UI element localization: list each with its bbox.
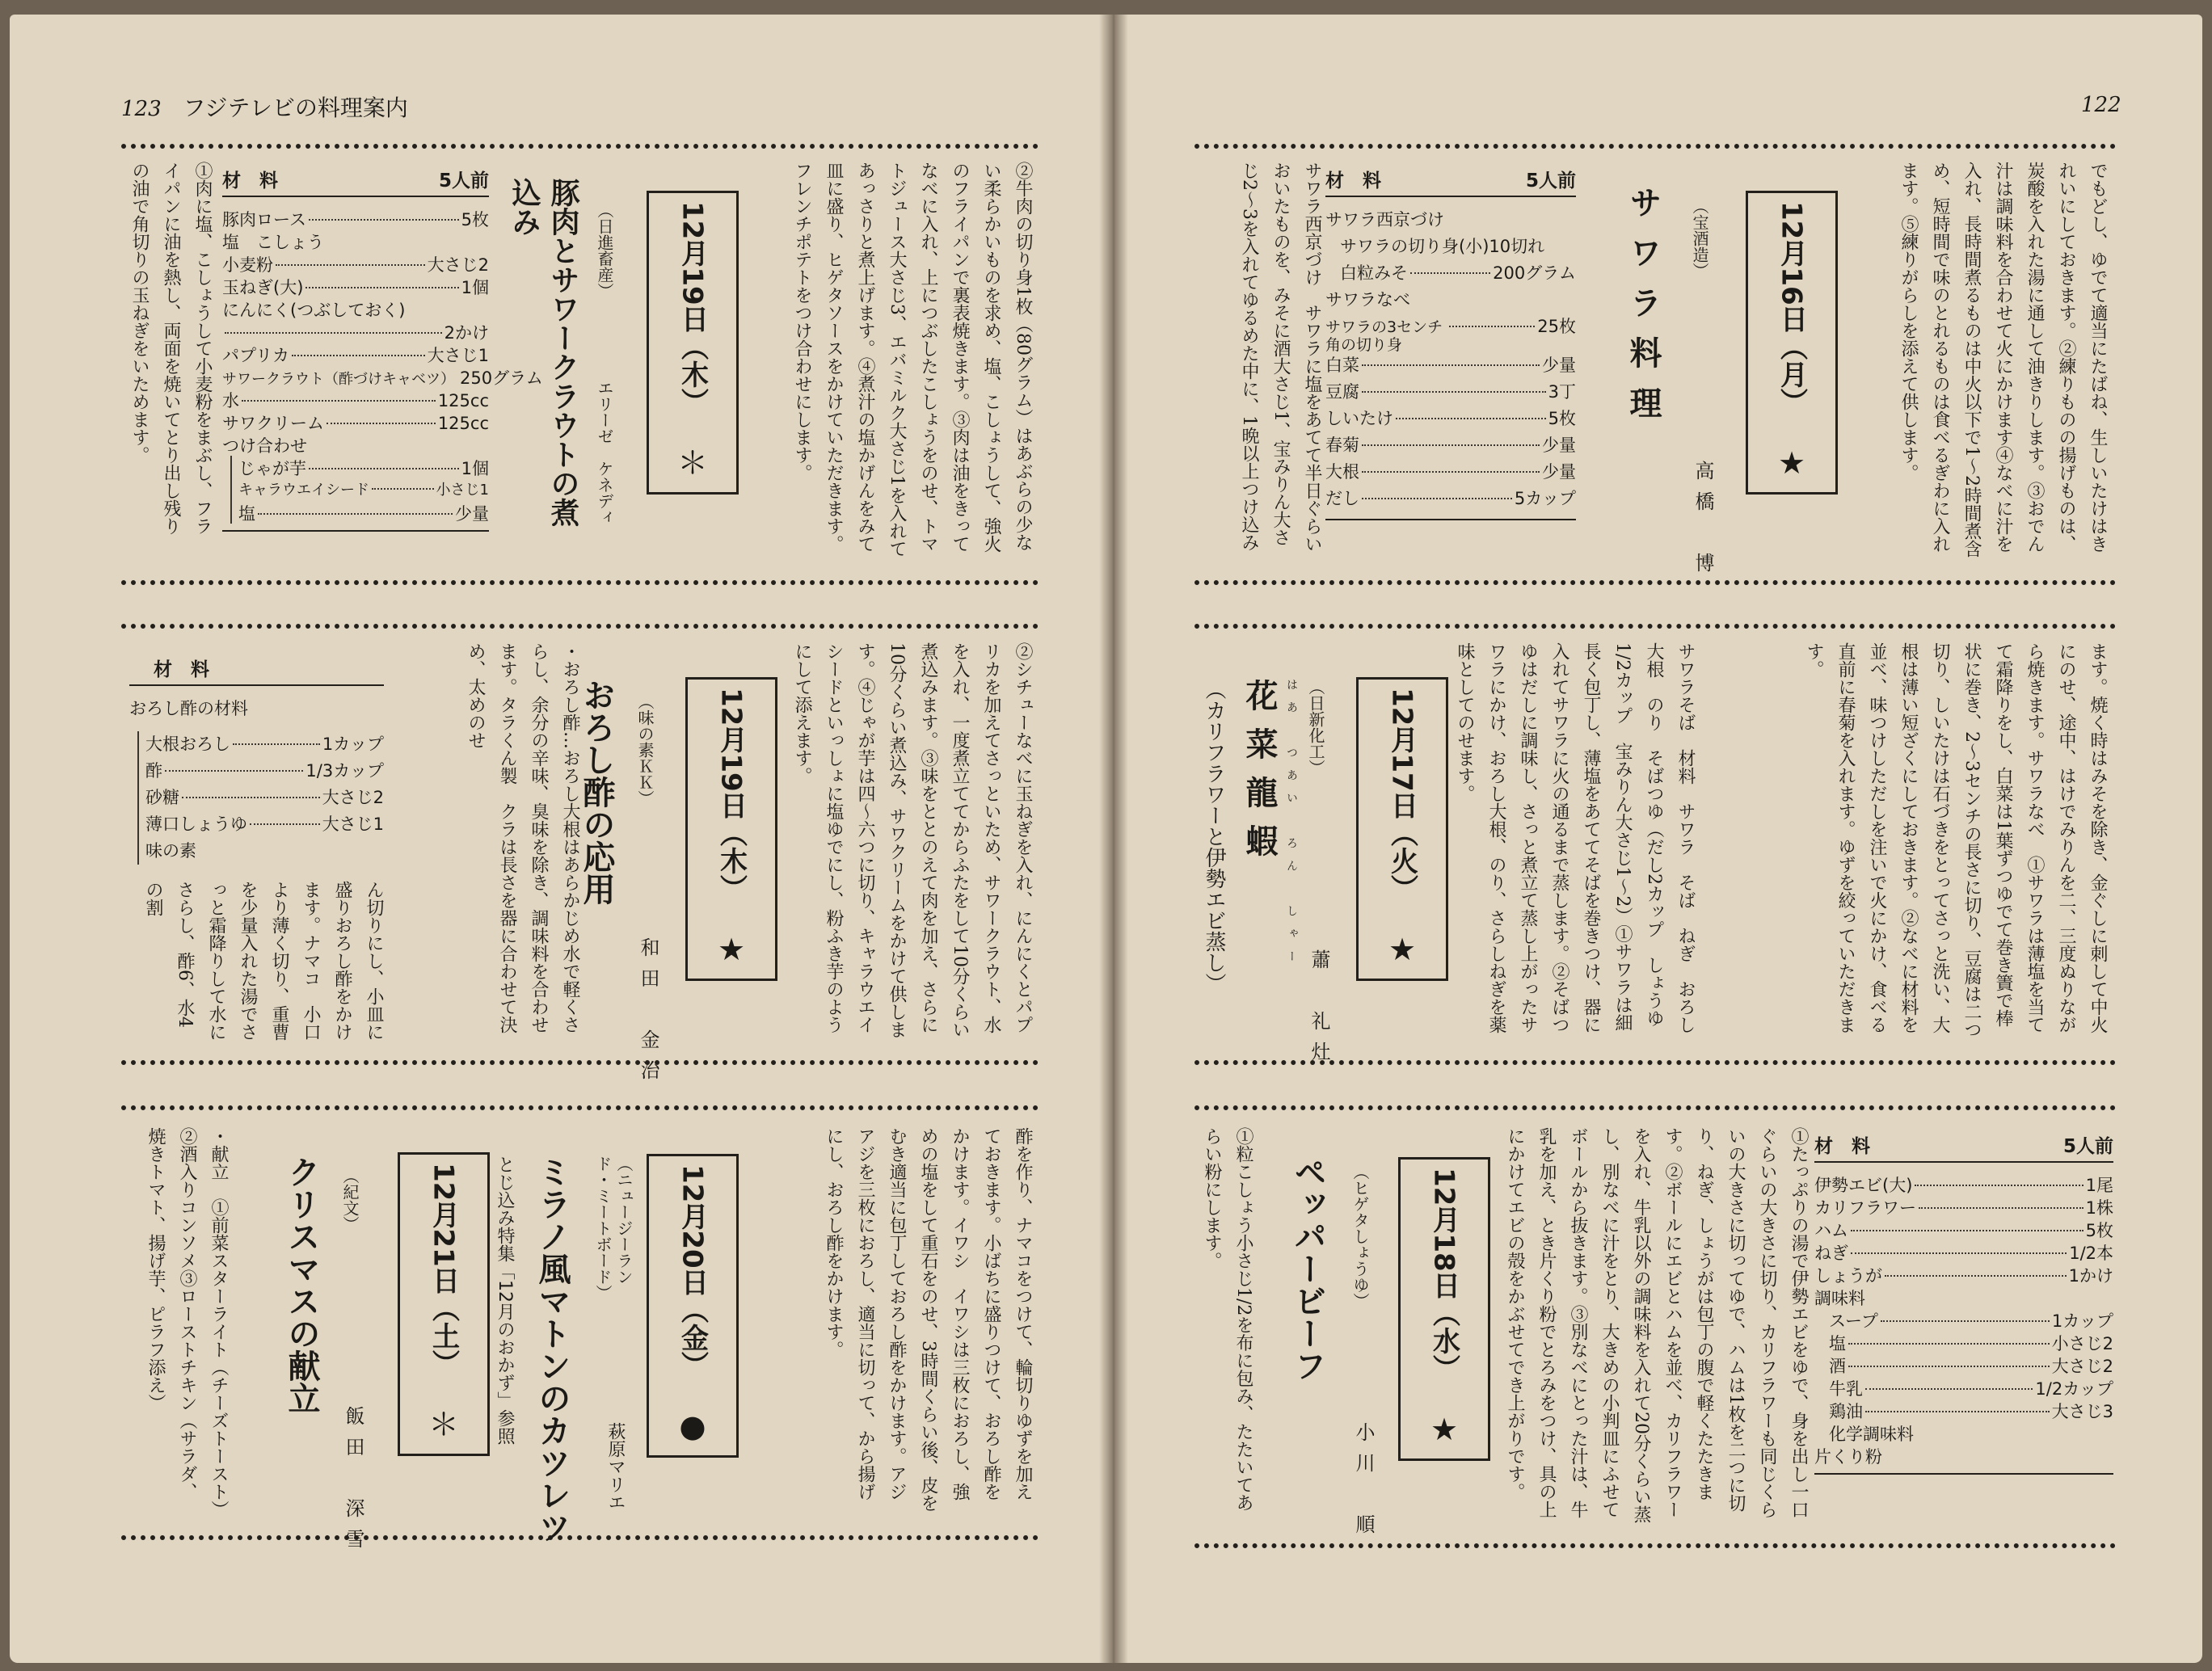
ingredients-header	[1814, 1131, 2113, 1163]
lobster-title-ruby: はあ つあい ろん しゃー	[1285, 679, 1298, 973]
ingredient-row: 化学調味料	[1829, 1425, 1914, 1444]
weekday-label: （土）	[427, 1294, 460, 1377]
program-mark: ★	[1777, 445, 1806, 481]
beef-steak-steps: ②牛肉の切り身1枚（80グラム）はあぶらの少ない柔らかいものを求め、塩、こしょうして、強火のフライパンで裏表焼きます。③肉は油をきってなべに入れ、上につぶしたこしょうをのせ、トマトジュース大さじ3、エバミルク大さじ1を入れてあっさりと煮上げます。④煮汁の塩かげんをみて皿に盛り、ヒゲタソースをかけていただきます。フレンチポテトをつけ合わせにします。	[792, 162, 1033, 558]
date-box-dec21	[398, 1152, 490, 1456]
ingredients-serving: 5人前	[2062, 1136, 2113, 1157]
ingredients-header	[1325, 166, 1576, 197]
weekday-label: （火）	[1385, 819, 1418, 902]
christmas-sponsor: （紀文）	[340, 1168, 360, 1232]
ingredient-row: 小麦粉 大さじ2	[222, 255, 489, 275]
ingredient-row: 調味料	[1814, 1289, 1865, 1308]
pork-sauerkraut-steps-1: ①肉に塩、こしょうして小麦粉をまぶし、フライパンに油を熱し、両面を焼いてとり出し残りの油で角切りの玉ねぎをいためます。	[129, 162, 213, 535]
ingredient-row: 大根 少量	[1325, 462, 1576, 482]
ingredients-title: 材 料	[222, 170, 278, 192]
christmas-author: 飯田 深雪	[342, 1406, 364, 1559]
date-label: 12月20日	[676, 1164, 709, 1296]
sawara-nabe-steps: ます。焼く時はみそを除き、金ぐしに刺して中火にのせ、途中、はけでみりんを二、三度ぬりながら焼きます。サワラなべ ①サワラは薄塩を当てて霜降りをし、白菜は1葉ずつゆでて巻き簀で棒状に巻き、2～3センチの長さに切り、豆腐は二つ切り、しいたけは石づきをとってさっと洗い、大根は薄い短ざくにしておきます。②なべに材料を並べ、味つけしただしを注いで火にかけ、食べる直前に春菊を入れます。ゆずを絞っていただきます。	[1804, 642, 2108, 1038]
lobster-title: 花菜龍蝦	[1241, 679, 1278, 873]
christmas-menu-title: クリスマスの献立	[283, 1155, 320, 1414]
sawara-ingredients-table	[1325, 166, 1576, 520]
ingredient-row: 酢 1/3カップ	[145, 761, 384, 781]
ingredients-serving: 5人前	[438, 170, 489, 192]
ingredients-subtitle: おろし酢の材料	[129, 699, 248, 718]
rule	[121, 624, 1039, 629]
date-box-dec16	[1746, 191, 1838, 495]
ingredient-row: 塩 少量	[238, 504, 489, 524]
date-label: 12月18日	[1427, 1168, 1460, 1299]
ingredient-row: 酒 大さじ2	[1829, 1357, 2113, 1376]
ingredients-header	[129, 655, 384, 686]
ingredient-row: 大根おろし 1カップ	[145, 734, 384, 754]
left-page-header	[121, 90, 408, 123]
date-label: 12月19日	[714, 688, 748, 819]
rule	[1194, 580, 2116, 585]
date-label: 12月21日	[427, 1163, 460, 1294]
rule	[121, 1060, 1039, 1065]
ingredients-serving: 5人前	[1525, 170, 1576, 192]
program-mark: ＊	[676, 445, 708, 481]
mutton-author: 萩原マリエ	[605, 1422, 626, 1511]
date-box-dec19-b	[685, 677, 777, 981]
sawara-sponsor: （宝酒造）	[1690, 198, 1709, 279]
ingredient-row: サワラなべ	[1325, 290, 1410, 309]
mutton-note: とじ込み特集「12月のおかず」参照	[495, 1155, 515, 1445]
weekday-label: （水）	[1427, 1298, 1460, 1382]
ingredient-row: キャラウエイシード 小さじ1	[238, 482, 489, 499]
weekday-label: （月）	[1775, 332, 1808, 415]
oden-steps: でもどし、ゆでて適当にたばね、生しいたけはきれいにしておきます。②練りものの揚げものは、炭酸を入れた湯に通して油きりします。③おでん汁は調味料を合わせて火にかけます④なべに汁を入れ、長時間煮るものは中火以下で1～2時間煮含め、短時間で味のとれるものは食べるぎわに入れます。⑤練りがらしを添えて供します。	[1898, 162, 2108, 558]
ingredient-row: つけ合わせ	[222, 436, 307, 456]
ingredient-row: サワラの切り身(小)10切れ	[1340, 237, 1545, 256]
page-gutter	[1099, 15, 1128, 1663]
ingredients-header	[222, 166, 489, 197]
pork-sponsor: （日進畜産）	[595, 202, 614, 299]
lobster-subtitle: （カリフラワーと伊勢エビ蒸し）	[1202, 679, 1226, 994]
sawara-saikyo-steps: サワラ西京づけ サワラに塩をあてて半日ぐらいおいたものを、みそに酒大さじ1、宝みりん大さじ2～3を入れてゆるめた中に、1晩以上つけ込み	[1239, 162, 1322, 553]
ingredient-row: サワークラウト（酢づけキャベツ） 250グラム	[222, 368, 543, 388]
right-page-header	[2081, 90, 2121, 117]
ingredient-row: 白粒みそ 200グラム	[1340, 263, 1576, 283]
pepper-beef-sponsor: （ヒゲタしょうゆ）	[1350, 1164, 1370, 1309]
pepper-beef-title: ペッパービーフ	[1289, 1155, 1326, 1382]
ingredient-row: パプリカ 大さじ1	[222, 346, 489, 365]
mutton-cutlet-title: ミラノ風マトンのカツレツ	[533, 1155, 571, 1543]
date-box-dec20	[647, 1154, 739, 1458]
vinegar-fish-steps: 酢を作り、ナマコをつけて、輪切りゆずを加えておきます。小ばちに盛りつけて、おろし酢をかけます。イワシ イワシは三枚におろし、強めの塩をして重石をのせ、3時間くらい後、皮をむき適当に包丁しておろし酢をかけます。アジ アジを三枚におろし、適当に切って、から揚げにし、おろし酢をかけます。	[824, 1127, 1033, 1518]
vinegar-author: 和田 金治	[637, 937, 659, 1091]
ingredient-row: しいたけ 5枚	[1325, 409, 1576, 428]
ingredient-row: 春菊 少量	[1325, 436, 1576, 455]
vinegar-steps-bottom: ん切りにし、小皿に盛りおろし酢をかけます。ナマコ 小口より薄く切り、重曹を少量入れた湯でさっと霜降りして水にさらし、酢6、水4の割	[143, 881, 384, 1041]
date-label: 12月17日	[1385, 688, 1418, 819]
sawara-author: 高橋 博	[1692, 461, 1714, 583]
stew-steps: ②シチューなべに玉ねぎを入れ、にんにくとパプリカを加えてさっといため、サワークラウト、水を入れ、一度煮立ててからふたをして10分くらい煮込みます。③味をととのえて肉を加え、さらに10分くらい煮込み、サワクリームをかけて供します。④じゃが芋は四～六つに切り、キャラウエイシードといっしょに塩ゆでにし、粉ふき芋のようにして添えます。	[792, 642, 1033, 1038]
right-page-number: 122	[2081, 93, 2121, 117]
mutton-sponsor: （ニュージーランド・ミートボード）	[593, 1155, 634, 1301]
ingredient-row: 薄口しょうゆ 大さじ1	[145, 814, 384, 834]
grated-vinegar-title: おろし酢の応用	[578, 679, 615, 905]
ingredient-row: 塩 小さじ2	[1829, 1334, 2113, 1353]
ingredient-row: 玉ねぎ(大) 1個	[222, 278, 489, 297]
program-mark: ★	[1430, 1412, 1459, 1447]
program-mark: ＊	[428, 1407, 459, 1442]
date-label: 12月19日	[676, 201, 709, 333]
ingredient-row: 砂糖 大さじ2	[145, 788, 384, 807]
pepper-beef-author: 小川 順	[1352, 1422, 1375, 1545]
weekday-label: （金）	[676, 1295, 709, 1378]
left-page-header-title: フジテレビの料理案内	[183, 95, 408, 121]
ingredient-row: 水 125cc	[222, 391, 489, 410]
ingredient-row: ハム 5枚	[1814, 1221, 2113, 1240]
date-label: 12月16日	[1775, 201, 1808, 333]
program-mark: ★	[717, 932, 746, 967]
rule	[121, 1105, 1039, 1110]
pork-sauerkraut-title: 豚肉とサワークラウトの煮込み	[508, 178, 579, 527]
weekday-label: （木）	[714, 819, 748, 902]
rule	[121, 144, 1039, 149]
ingredients-title: 材 料	[154, 659, 209, 680]
ingredient-row: 鶏油 大さじ3	[1829, 1402, 2113, 1421]
date-box-dec19-a	[647, 191, 739, 495]
ingredient-row: 味の素	[145, 841, 196, 861]
pork-author: エリーゼ ケネディ	[595, 380, 614, 525]
weekday-label: （木）	[676, 332, 709, 415]
ingredient-row: サワラの3センチ角の切り身 25枚	[1325, 317, 1576, 354]
rule	[1194, 144, 2116, 149]
ingredient-row: しょうが 1かけ	[1814, 1266, 2113, 1286]
ingredient-row: 塩 こしょう	[222, 233, 324, 252]
program-mark: ★	[1388, 932, 1417, 967]
ingredient-row: 豆腐 3丁	[1325, 382, 1576, 402]
pork-ingredients-table	[222, 166, 543, 532]
vinegar-sponsor: （味の素ＫＫ）	[635, 693, 655, 806]
ingredients-title: 材 料	[1325, 170, 1381, 192]
ingredient-row: スープ 1カップ	[1829, 1311, 2113, 1331]
ingredient-row: 伊勢エビ(大) 1尾	[1814, 1176, 2113, 1195]
rule	[1194, 624, 2116, 629]
sawara-soba-steps: サワラそば 材料 サワラ そば ねぎ おろし大根 のり そばつゆ（だし2カップ しょうゆ1/2カップ 宝みりん大さじ1～2）①サワラは細長く包丁し、薄塩をあててそばを巻きつけ、器に入れてサワラに火の通るまで蒸します。②そばつゆはだしに調味し、さっと煮立て蒸し上がったサワラにかけ、おろし大根、のり、さらしねぎを薬味としてのせます。	[1455, 642, 1696, 1033]
program-mark: ●	[679, 1408, 706, 1444]
ingredient-row: カリフラワー 1株	[1814, 1198, 2113, 1218]
sawara-dishes-title: サワラ料理	[1624, 186, 1662, 436]
ingredient-row: 豚肉ロース 5枚	[222, 210, 489, 229]
ingredient-row: サワラ西京づけ	[1325, 210, 1444, 229]
rule	[1194, 1105, 2116, 1110]
ingredient-row: ねぎ 1/2本	[1814, 1244, 2113, 1263]
ingredient-row: 片くり粉	[1814, 1447, 1882, 1467]
ingredient-row: サワクリーム 125cc	[222, 414, 489, 433]
ingredient-row: 牛乳 1/2カップ	[1829, 1379, 2113, 1399]
rule	[121, 580, 1039, 585]
lobster-author: 蕭 礼灶	[1308, 949, 1330, 1072]
ingredient-row: 2かけ	[222, 320, 489, 343]
rule	[121, 1535, 1039, 1540]
date-box-dec17	[1356, 677, 1448, 981]
lobster-steps: ①たっぷりの湯で伊勢エビをゆで、身を出し一口ぐらいの大きさに切り、カリフラワーも同じくらいの大きさに切ってゆで、ハムは1枚を二つに切り、ねぎ、しょうがは包丁の腹で軽くたたきます。②ボールにエビとハムを並べ、カリフラワーを入れ、牛乳以外の調味料を入れて20分くらい蒸し、別なべに汁をとり、大きめの小判皿にふせてボールから抜きます。③別なべにとった汁は、牛乳を加え、とき片くり粉でとろみをつけ、具の上にかけてエビの殻をかぶせてでき上がりです。	[1505, 1127, 1809, 1523]
christmas-menu: ・献立 ①前菜スターライト（チーズトースト）②酒入りコンソメ③ローストチキン（サラダ、焼きトマト、揚げ芋、ピラフ添え）	[145, 1127, 229, 1509]
vinegar-steps: ・おろし酢…おろし大根はあらかじめ水で軽くさらし、余分の辛味、臭味を除き、調味料を合わせます。タラくん製 クラは長さを器に合わせて決め、太めのせ	[466, 642, 580, 1033]
vinegar-ingredients-table	[129, 655, 384, 865]
ingredients-title: 材 料	[1814, 1136, 1870, 1157]
left-page-number: 123	[121, 97, 162, 121]
ingredient-row: 白菜 少量	[1325, 356, 1576, 375]
lobster-sponsor: （日新化工）	[1306, 679, 1325, 776]
lobster-ingredients-table	[1814, 1131, 2113, 1475]
ingredient-row: じゃが芋 1個	[238, 459, 489, 478]
rule	[1194, 1543, 2116, 1548]
ingredient-row: だし 5カップ	[1325, 489, 1576, 508]
ingredient-row: にんにく(つぶしておく)	[222, 301, 406, 320]
pepper-beef-steps: ①粒こしょう小さじ1/2を布に包み、たたいてあらい粉にします。	[1202, 1127, 1253, 1512]
